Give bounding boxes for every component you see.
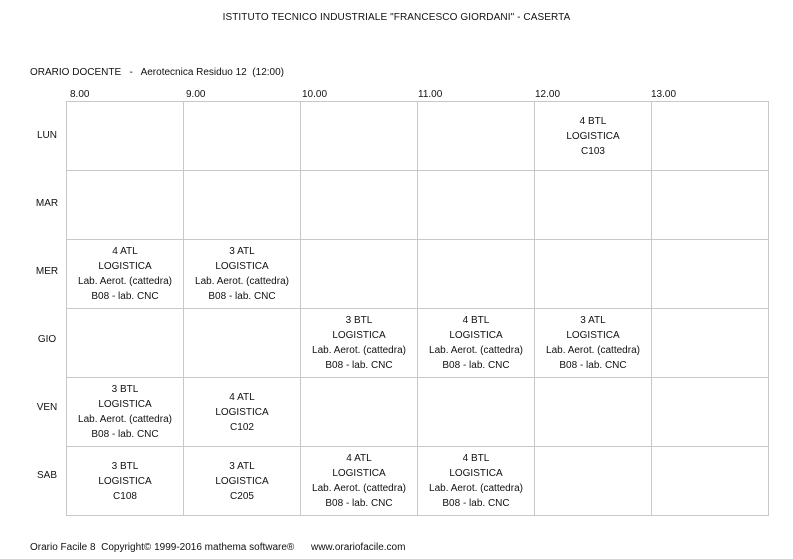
cell-line: LOGISTICA bbox=[215, 475, 269, 487]
timetable-cell bbox=[67, 102, 184, 171]
day-label-mer: MER bbox=[35, 266, 59, 277]
timetable-cell bbox=[67, 171, 184, 240]
timetable-cell bbox=[418, 447, 535, 516]
cell-line: LOGISTICA bbox=[98, 475, 152, 487]
hour-label-10: 10.00 bbox=[302, 89, 328, 100]
timetable-cell bbox=[418, 240, 535, 309]
timetable-cell bbox=[184, 240, 301, 309]
hour-label-12: 12.00 bbox=[535, 89, 561, 100]
timetable-cell bbox=[535, 240, 652, 309]
timetable-cell bbox=[535, 102, 652, 171]
cell-line: 4 BTL bbox=[579, 115, 607, 127]
hour-label-13: 13.00 bbox=[651, 89, 677, 100]
cell-line: 3 BTL bbox=[111, 460, 139, 472]
timetable-cell bbox=[67, 378, 184, 447]
cell-line: 3 BTL bbox=[111, 384, 139, 395]
timetable-row-gio bbox=[67, 309, 769, 378]
timetable-cell bbox=[184, 309, 301, 378]
day-label-lun: LUN bbox=[36, 130, 57, 141]
timetable-row-mar bbox=[67, 171, 769, 240]
cell-line: Lab. Aerot. (cattedra) bbox=[429, 483, 523, 494]
cell-line: C108 bbox=[113, 490, 137, 502]
timetable-cell bbox=[418, 378, 535, 447]
cell-line: Lab. Aerot. (cattedra) bbox=[195, 276, 289, 287]
timetable-subtitle: ORARIO DOCENTE - Aerotecnica Residuo 12 (12:00) bbox=[30, 67, 284, 78]
hour-label-11: 11.00 bbox=[418, 89, 443, 100]
cell-line: Lab. Aerot. (cattedra) bbox=[429, 345, 523, 356]
timetable-cell bbox=[301, 240, 418, 309]
timetable-cell bbox=[535, 171, 652, 240]
cell-line: Lab. Aerot. (cattedra) bbox=[312, 483, 406, 494]
cell-line: LOGISTICA bbox=[215, 261, 269, 272]
cell-line: LOGISTICA bbox=[98, 261, 152, 272]
timetable-row-sab bbox=[67, 447, 769, 516]
timetable-cell bbox=[652, 102, 769, 171]
cell-line: C205 bbox=[230, 490, 254, 502]
cell-line: Lab. Aerot. (cattedra) bbox=[312, 345, 406, 356]
timetable-cell bbox=[301, 309, 418, 378]
timetable-cell bbox=[652, 171, 769, 240]
footer-copyright: Orario Facile 8 Copyright© 1999-2016 mathema software® www.orariofacile.com bbox=[30, 542, 406, 553]
timetable-grid bbox=[66, 101, 769, 516]
cell-line: Lab. Aerot. (cattedra) bbox=[78, 276, 172, 287]
timetable-cell bbox=[418, 102, 535, 171]
cell-line: 4 BTL bbox=[462, 315, 490, 326]
day-label-gio: GIO bbox=[37, 334, 57, 345]
timetable-cell bbox=[652, 309, 769, 378]
timetable-row-mer bbox=[67, 240, 769, 309]
cell-line: B08 - lab. CNC bbox=[442, 360, 510, 371]
timetable-cell bbox=[67, 309, 184, 378]
timetable-cell bbox=[67, 240, 184, 309]
cell-line: 4 ATL bbox=[229, 391, 255, 403]
day-label-mar: MAR bbox=[35, 198, 59, 209]
timetable-cell bbox=[67, 447, 184, 516]
day-label-sab: SAB bbox=[36, 470, 57, 481]
timetable-cell bbox=[535, 378, 652, 447]
school-title: ISTITUTO TECNICO INDUSTRIALE "FRANCESCO GIORDANI" - CASERTA bbox=[222, 12, 571, 23]
cell-line: B08 - lab. CNC bbox=[325, 498, 393, 509]
cell-line: LOGISTICA bbox=[215, 406, 269, 418]
timetable-cell bbox=[652, 378, 769, 447]
timetable-cell bbox=[184, 447, 301, 516]
cell-line: 3 ATL bbox=[229, 460, 255, 472]
cell-line: Lab. Aerot. (cattedra) bbox=[546, 345, 640, 356]
cell-line: C102 bbox=[230, 421, 254, 433]
cell-line: 4 BTL bbox=[462, 453, 490, 464]
cell-line: LOGISTICA bbox=[332, 468, 386, 479]
cell-line: LOGISTICA bbox=[98, 399, 152, 410]
timetable-cell bbox=[301, 378, 418, 447]
timetable-cell bbox=[184, 171, 301, 240]
timetable-body bbox=[67, 102, 769, 516]
timetable-cell bbox=[301, 171, 418, 240]
cell-line: LOGISTICA bbox=[449, 330, 503, 341]
timetable-cell bbox=[184, 102, 301, 171]
cell-line: C103 bbox=[581, 145, 605, 157]
day-label-ven: VEN bbox=[36, 402, 58, 413]
timetable-cell bbox=[535, 447, 652, 516]
cell-line: 4 ATL bbox=[346, 453, 372, 464]
cell-line: 3 BTL bbox=[345, 315, 373, 326]
hour-label-9: 9.00 bbox=[186, 89, 206, 100]
cell-line: LOGISTICA bbox=[332, 330, 386, 341]
timetable-cell bbox=[535, 309, 652, 378]
cell-line: B08 - lab. CNC bbox=[325, 360, 393, 371]
hour-label-8: 8.00 bbox=[70, 89, 90, 100]
cell-line: B08 - lab. CNC bbox=[442, 498, 510, 509]
timetable-cell bbox=[184, 378, 301, 447]
timetable-cell bbox=[301, 447, 418, 516]
cell-line: B08 - lab. CNC bbox=[559, 360, 627, 371]
timetable-cell bbox=[652, 447, 769, 516]
cell-line: 3 ATL bbox=[580, 315, 606, 326]
cell-line: LOGISTICA bbox=[566, 130, 620, 142]
cell-line: B08 - lab. CNC bbox=[91, 429, 159, 440]
cell-line: B08 - lab. CNC bbox=[91, 291, 159, 302]
timetable-cell bbox=[418, 309, 535, 378]
cell-line: LOGISTICA bbox=[566, 330, 620, 341]
cell-line: B08 - lab. CNC bbox=[208, 291, 276, 302]
cell-line: 4 ATL bbox=[112, 246, 138, 257]
cell-line: Lab. Aerot. (cattedra) bbox=[78, 414, 172, 425]
timetable-cell bbox=[652, 240, 769, 309]
timetable-row-lun bbox=[67, 102, 769, 171]
timetable-cell bbox=[418, 171, 535, 240]
cell-line: 3 ATL bbox=[229, 246, 255, 257]
timetable-cell bbox=[301, 102, 418, 171]
cell-line: LOGISTICA bbox=[449, 468, 503, 479]
timetable-row-ven bbox=[67, 378, 769, 447]
